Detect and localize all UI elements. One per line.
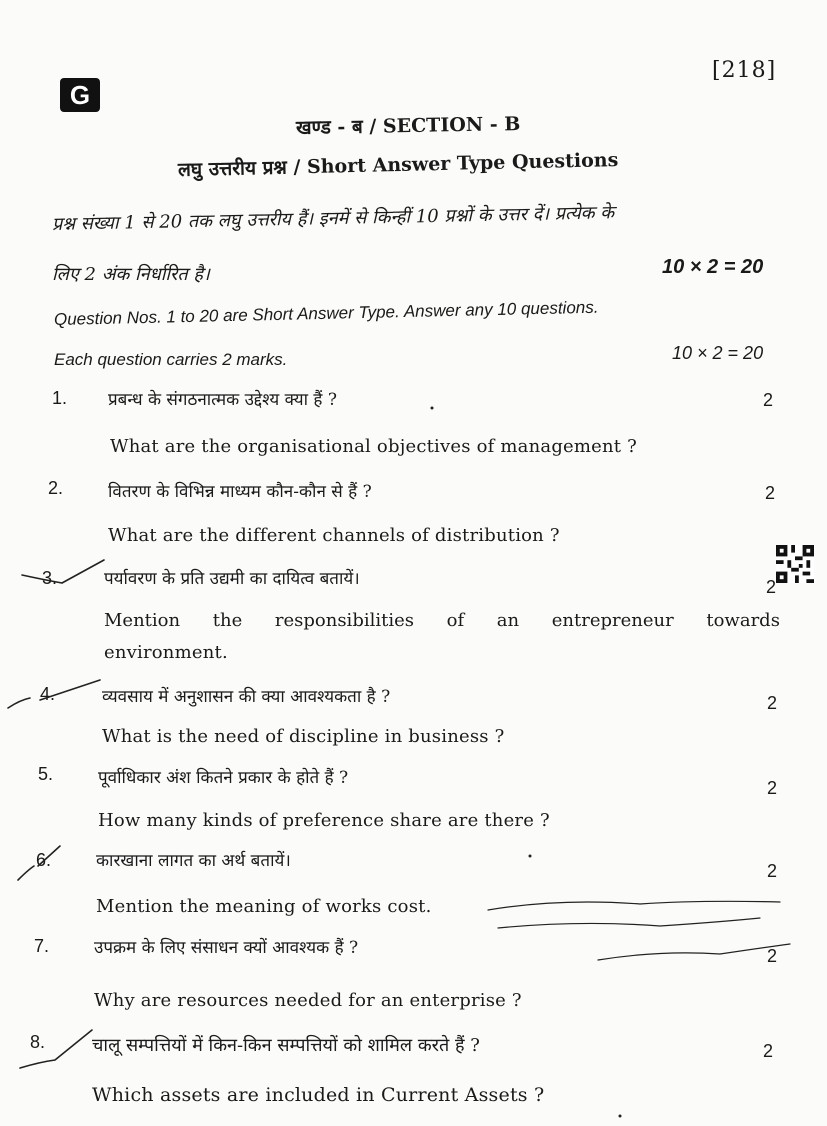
question-number: 2.: [48, 478, 64, 498]
question-number: 5.: [38, 764, 54, 784]
word: Mention: [104, 610, 181, 631]
handwritten-note-line1: [488, 901, 780, 910]
question-english: How many kinds of preference share are there ?: [98, 810, 550, 831]
question-english: What is the need of discipline in business ?: [102, 726, 505, 747]
question-marks: 2: [767, 778, 778, 798]
english-instruction-line2: Each question carries 2 marks.: [54, 350, 288, 369]
word: towards: [706, 610, 780, 631]
question-hindi: पूर्वाधिकार अंश कितने प्रकार के होते हैं ?: [98, 768, 349, 788]
question-english: What are the different channels of distribution ?: [108, 525, 560, 546]
question-hindi: पर्यावरण के प्रति उद्यमी का दायित्व बतायें।: [104, 569, 360, 589]
english-instruction-line1: Question Nos. 1 to 20 are Short Answer Type. Answer any 10 questions.: [53, 297, 599, 329]
question-marks: 2: [766, 577, 777, 597]
hindi-instruction-line2: लिए 2 अंक निर्धारित है।: [52, 264, 210, 285]
question-number: 8.: [30, 1032, 46, 1052]
question-hindi: चालू सम्पत्तियों में किन-किन सम्पत्तियों को शामिल करते हैं ?: [92, 1035, 480, 1056]
english-marks-total: 10 × 2 = 20: [672, 343, 764, 363]
question-number: 4.: [40, 684, 56, 704]
word: the: [212, 610, 243, 631]
section-title: खण्ड - ब / SECTION - B: [295, 113, 521, 139]
question-marks: 2: [765, 483, 776, 503]
question-english: Which assets are included in Current Assets ?: [92, 1084, 545, 1106]
question-hindi: प्रबन्ध के संगठनात्मक उद्देश्य क्या हैं ?: [108, 390, 337, 410]
hindi-marks-total: 10 × 2 = 20: [662, 256, 764, 278]
hindi-instruction-line1: प्रश्न संख्या 1 से 20 तक लघु उत्तरीय हैं। इनमें से किन्हीं 10 प्रश्नों के उत्तर दें। प्रत्येक के: [51, 202, 615, 235]
paper-code: [218]: [712, 58, 777, 83]
question-hindi: उपक्रम के लिए संसाधन क्यों आवश्यक हैं ?: [94, 938, 359, 958]
question-number: 3.: [42, 568, 58, 588]
question-marks: 2: [767, 861, 778, 881]
question-marks: 2: [763, 1041, 774, 1061]
qr-code-icon: [776, 545, 814, 583]
question-hindi: व्यवसाय में अनुशासन की क्या आवश्यकता है ?: [102, 687, 391, 707]
handwritten-note-line2: [498, 918, 760, 928]
question-english: Why are resources needed for an enterprise ?: [94, 990, 522, 1011]
tick-mark-q3: [22, 560, 104, 583]
question-english-cont: environment.: [104, 642, 228, 663]
set-badge: G: [60, 78, 100, 112]
question-number: 7.: [34, 936, 50, 956]
word: of: [446, 610, 465, 631]
question-hindi: वितरण के विभिन्न माध्यम कौन-कौन से हैं ?: [108, 482, 372, 502]
question-english: What are the organisational objectives of management ?: [110, 436, 638, 457]
handwritten-note-line3: [598, 944, 790, 960]
question-number: 6.: [36, 850, 52, 870]
question-english-justified: [104, 610, 780, 631]
question-hindi: कारखाना लागत का अर्थ बतायें।: [96, 851, 291, 871]
word: responsibilities: [274, 610, 414, 631]
question-number: 1.: [52, 388, 68, 408]
question-marks: 2: [767, 946, 778, 966]
question-english: Mention the meaning of works cost.: [96, 896, 432, 917]
question-marks: 2: [767, 693, 778, 713]
question-marks: 2: [763, 390, 774, 410]
word: entrepreneur: [551, 610, 674, 631]
subtitle: लघु उत्तरीय प्रश्न / Short Answer Type Questions: [177, 149, 619, 181]
word: an: [496, 610, 520, 631]
